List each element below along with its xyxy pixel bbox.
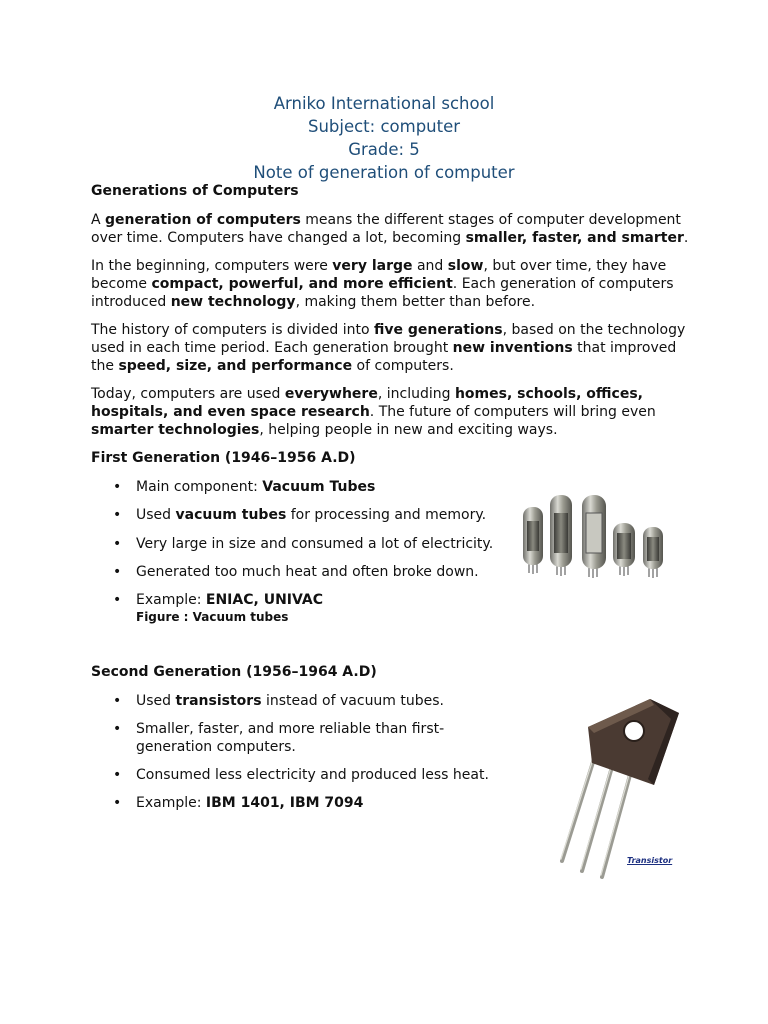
bullet-icon: • [113,479,122,495]
document-header [0,92,768,184]
bold-run: compact, powerful, and more efficient [151,276,453,292]
transistor-image [554,699,694,879]
figure-caption: Figure : Vacuum tubes [136,610,289,624]
grade-line: Grade: 5 [348,140,420,159]
vacuum-tubes-image [523,495,673,585]
note-title: Note of generation of computer [253,163,515,182]
text-run: The history of computers is divided into [91,322,374,338]
bold-run: homes, schools, offices, hospitals, and even space research [91,386,643,420]
text-run: Generated too much heat and often broke down. [136,564,479,580]
text-run: Smaller, faster, and more reliable than first-generation computers. [136,721,445,755]
text-run: and [412,258,448,274]
school-name: Arniko International school [273,94,495,113]
text-run: , helping people in new and exciting ways. [259,422,558,438]
bold-run: five generations [374,322,503,338]
section-heading-generations: Generations of Computers [91,183,299,199]
text-run: Used [136,693,176,709]
list-item [91,563,516,581]
text-run: , including [377,386,455,402]
list-item [91,478,516,496]
text-run: means the different stages of computer development over time. Computers have changed a lot, becoming [91,212,681,246]
bullet-icon: • [113,592,122,608]
section-spacer [91,635,691,663]
text-run: . [683,230,689,246]
section-heading-first-generation: First Generation (1946–1956 A.D) [91,450,356,466]
bold-run: Vacuum Tubes [262,479,376,495]
bold-run: speed, size, and performance [118,358,353,374]
text-run: , making them better than before. [295,294,536,310]
list-item [91,591,516,625]
bullet-icon: • [113,795,122,811]
text-run: , but over time, they have become [91,258,667,292]
bullet-icon: • [113,564,122,580]
transistor-label: Transistor [627,856,673,865]
intro-paragraph-1 [91,211,691,247]
text-run: A [91,212,106,228]
section-heading-second-generation: Second Generation (1956–1964 A.D) [91,664,377,680]
bullet-icon: • [113,767,122,783]
text-run: that improved the [91,340,677,374]
bold-run: ENIAC, UNIVAC [205,592,323,608]
list-item [91,720,516,756]
text-run: Very large in size and consumed a lot of electricity. [136,536,494,552]
text-run: for processing and memory. [286,507,487,523]
bold-run: new technology [170,294,296,310]
bullet-icon: • [113,693,122,709]
list-item [91,766,516,784]
intro-paragraph-4 [91,385,691,439]
list-item [91,692,516,710]
bullet-icon: • [113,507,122,523]
bold-run: everywhere [284,386,378,402]
list-item [91,506,516,524]
bold-run: transistors [175,693,262,709]
document-body [91,182,691,865]
bold-run: IBM 1401, IBM 7094 [205,795,364,811]
text-run: instead of vacuum tubes. [261,693,445,709]
bullet-icon: • [113,536,122,552]
bullet-icon: • [113,721,122,737]
text-run: Example: [136,592,206,608]
text-run: . The future of computers will bring even [369,404,656,420]
bold-run: slow [447,258,484,274]
text-run: , based on the technology used in each time period. Each generation brought [91,322,686,356]
bold-run: new inventions [452,340,573,356]
bold-run: smaller, faster, and smarter [465,230,684,246]
text-run: In the beginning, computers were [91,258,333,274]
text-run: of computers. [352,358,454,374]
intro-paragraph-2 [91,257,691,311]
bold-run: very large [332,258,413,274]
subject-line: Subject: computer [307,117,461,136]
intro-paragraph-3 [91,321,691,375]
bold-run: generation of computers [105,212,301,228]
bold-run: smarter technologies [91,422,260,438]
text-run: . Each generation of computers introduced [91,276,674,310]
text-run: Main component: [136,479,263,495]
text-run: Today, computers are used [91,386,285,402]
text-run: Example: [136,795,206,811]
list-item [91,794,516,812]
bold-run: vacuum tubes [175,507,287,523]
text-run: Consumed less electricity and produced less heat. [136,767,489,783]
list-item [91,535,516,553]
text-run: Used [136,507,176,523]
